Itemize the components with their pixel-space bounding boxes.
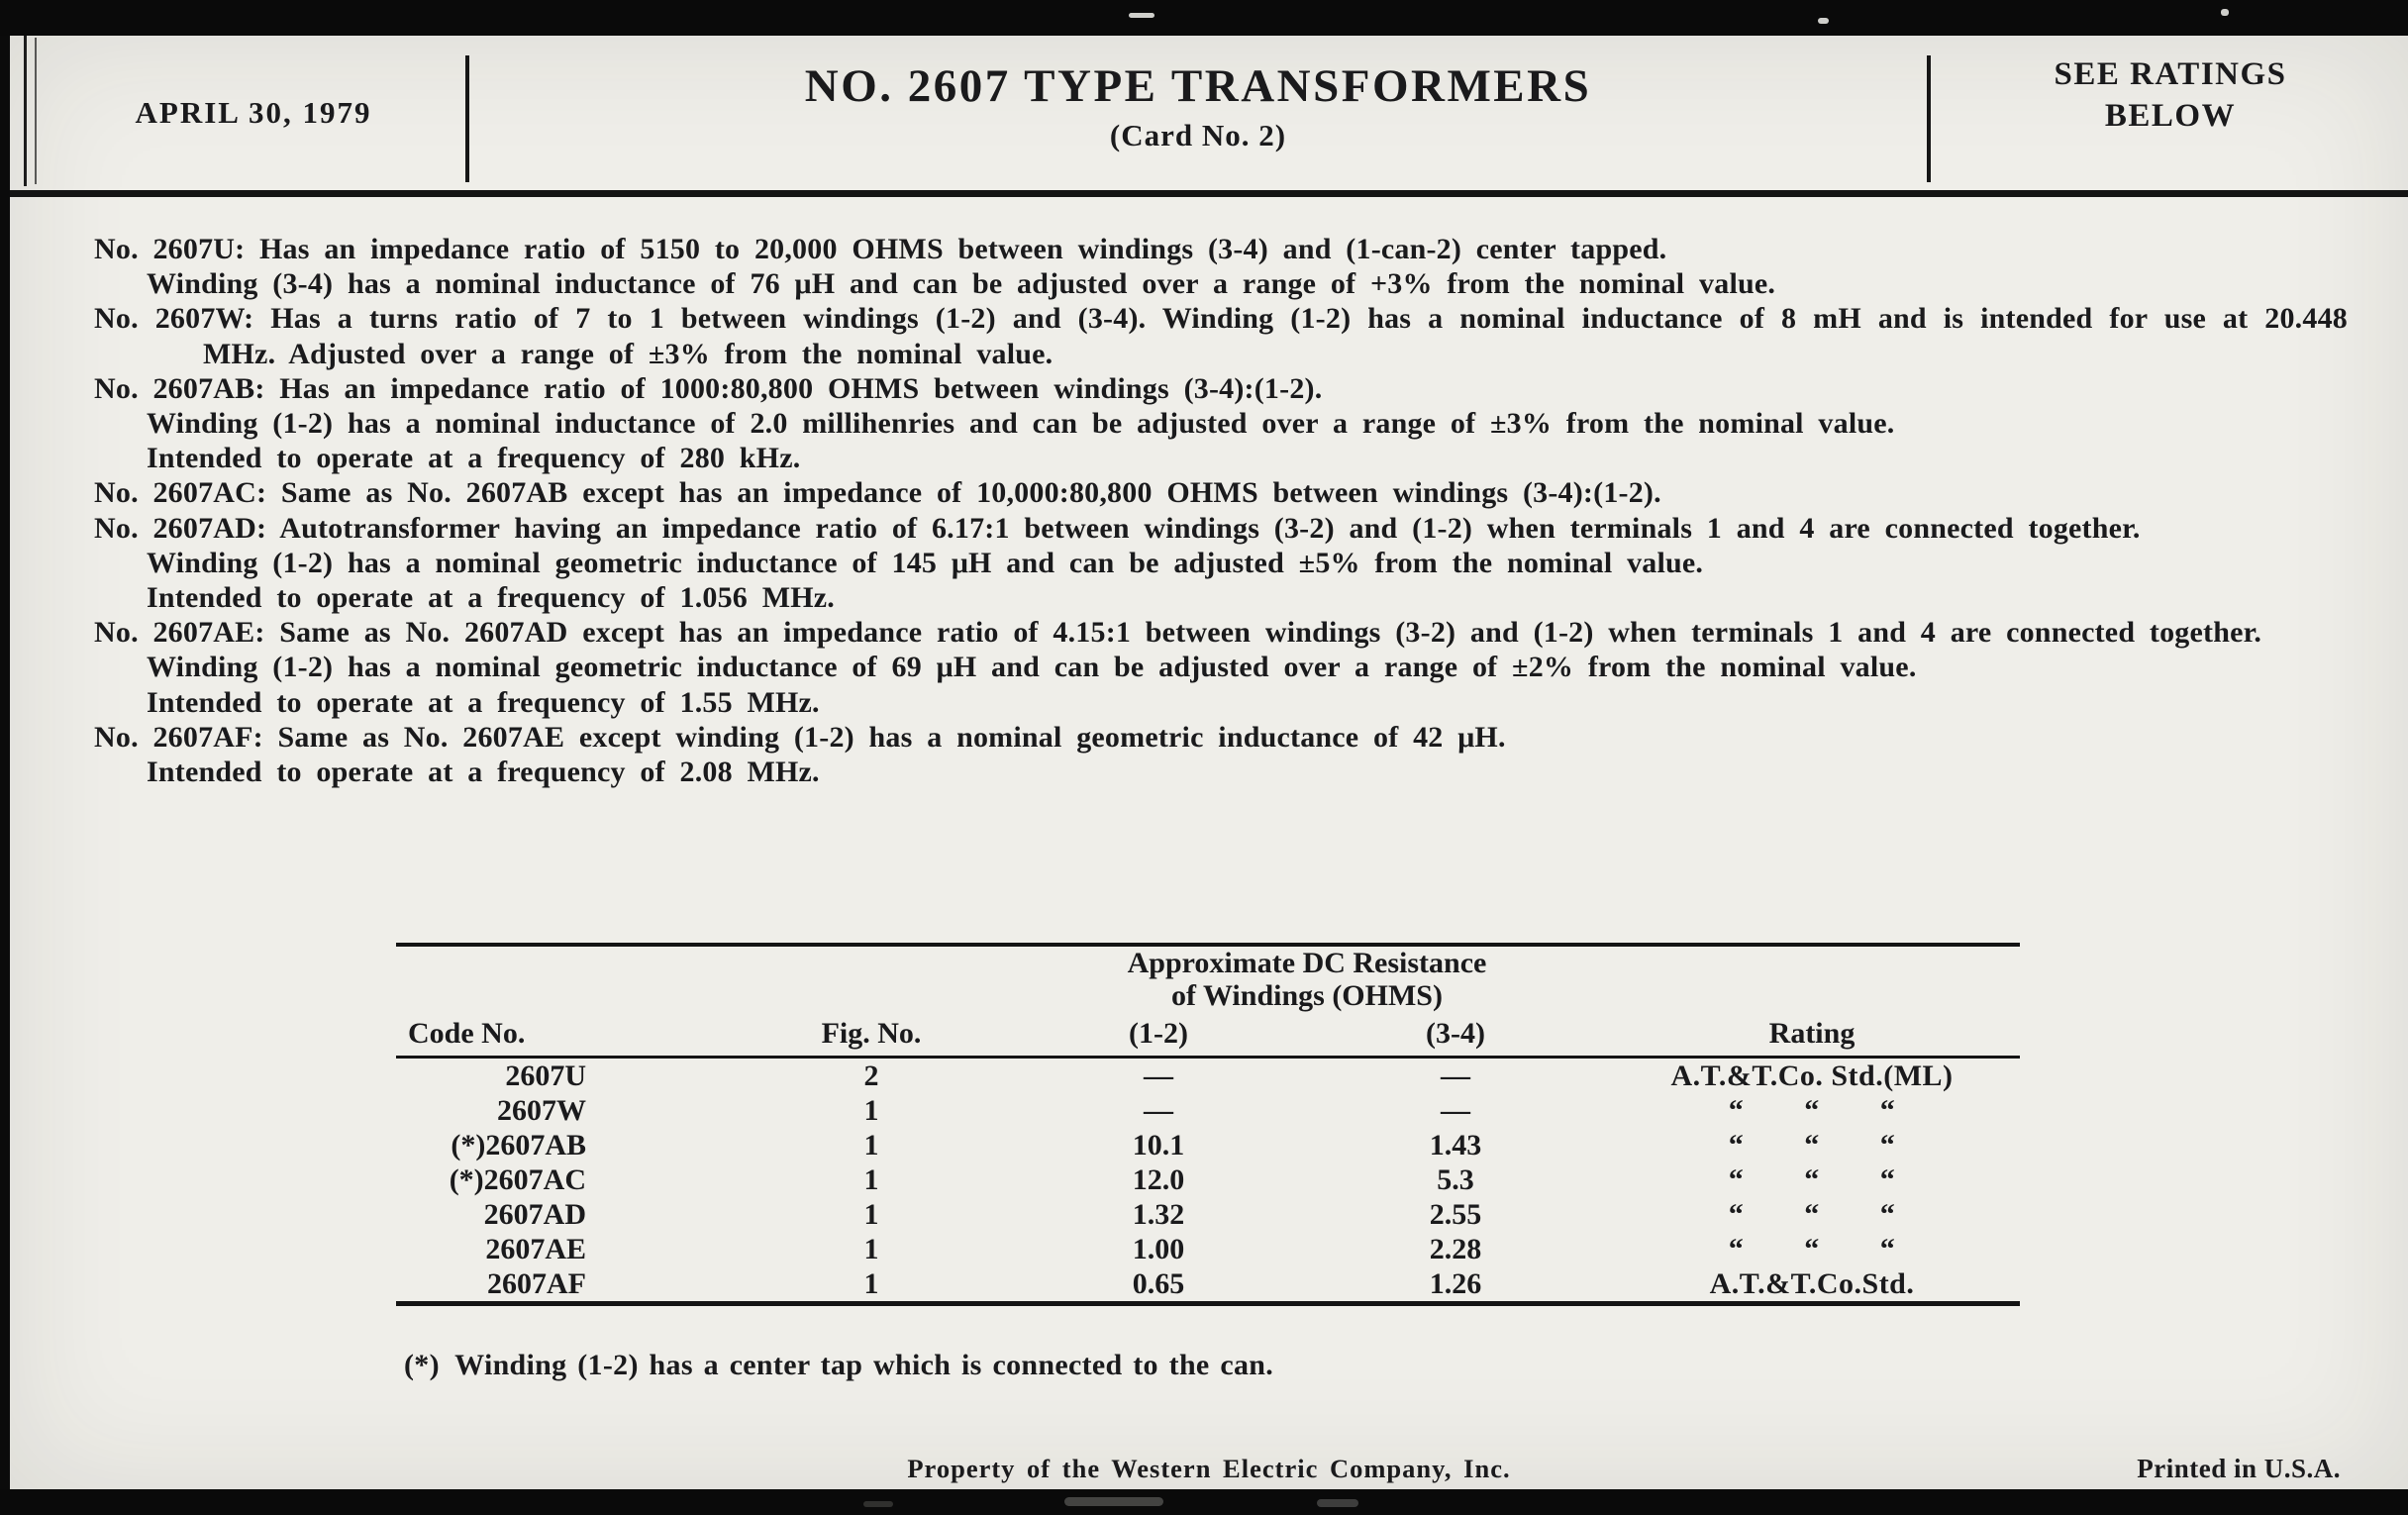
spec-paragraph: No. 2607W: Has a turns ratio of 7 to 1 between windings (1-2) and (3-4). Winding (1-2) has a nominal inductance of 8 mH and is intended for use at 20.448 MHz. Adjusted over a range of ±3% from the nominal value. xyxy=(94,302,2348,370)
w12-cell: 10.1 xyxy=(1132,1129,1185,1162)
spec-paragraph: No. 2607AE: Same as No. 2607AD except has an impedance ratio of 4.15:1 between windings (3-2) and (1-2) when terminals 1 and 4 are connected together. xyxy=(94,616,2262,650)
scan-artifact xyxy=(1064,1497,1163,1506)
w12-cell: 1.00 xyxy=(1132,1233,1185,1265)
code-cell: (*)2607AC xyxy=(449,1163,586,1196)
w34-cell: — xyxy=(1441,1094,1470,1127)
spec-paragraph: No. 2607AC: Same as No. 2607AB except has an impedance of 10,000:80,800 OHMS between windings (3-4):(1-2). xyxy=(94,476,1661,510)
empty-cell xyxy=(733,945,1010,1012)
issue-date: APRIL 30, 1979 xyxy=(135,95,372,130)
col-header-fig: Fig. No. xyxy=(733,1012,1010,1058)
spec-paragraph: No. 2607AF: Same as No. 2607AE except winding (1-2) has a nominal geometric inductance of 42 μH. xyxy=(94,720,1506,754)
scan-artifact xyxy=(863,1501,893,1507)
w12-cell: 0.65 xyxy=(1132,1267,1185,1300)
rating-cell: “ “ “ xyxy=(1728,1198,1896,1231)
dc-resistance-span-header xyxy=(1010,945,1604,1012)
fig-cell: 1 xyxy=(863,1163,879,1196)
code-cell: 2607AD xyxy=(483,1198,586,1231)
col-header-rating: Rating xyxy=(1604,1012,2020,1058)
header-divider xyxy=(1927,55,1931,182)
printed-note: Printed in U.S.A. xyxy=(2137,1454,2341,1483)
spec-paragraph: No. 2607AD: Autotransformer having an impedance ratio of 6.17:1 between windings (3-2) and (1-2) when terminals 1 and 4 are connected together. xyxy=(94,511,2141,545)
col-header-code: Code No. xyxy=(396,1012,733,1058)
span-header-line2: of Windings (OHMS) xyxy=(1171,979,1443,1012)
w34-cell: 2.28 xyxy=(1429,1233,1482,1265)
empty-cell xyxy=(396,945,733,1012)
w12-cell: — xyxy=(1144,1060,1173,1092)
rating-cell: “ “ “ xyxy=(1728,1094,1896,1127)
header-rule xyxy=(10,190,2408,197)
w12-cell: — xyxy=(1144,1094,1173,1127)
empty-cell xyxy=(1604,945,2020,1012)
rating-cell: “ “ “ xyxy=(1728,1129,1896,1162)
spec-paragraph: Winding (1-2) has a nominal geometric inductance of 145 μH and can be adjusted ±5% from the nominal value. xyxy=(147,546,1704,579)
w34-cell: 1.43 xyxy=(1429,1129,1482,1162)
card-header xyxy=(10,36,2408,197)
scan-artifact xyxy=(1317,1499,1358,1507)
scan-top-bar xyxy=(0,0,2408,36)
fig-cell: 1 xyxy=(863,1233,879,1265)
rating-cell: A.T.&T.Co. Std.(ML) xyxy=(1670,1060,1954,1092)
fig-cell: 1 xyxy=(863,1094,879,1127)
w12-cell: 1.32 xyxy=(1132,1198,1185,1231)
table-row xyxy=(396,1232,2020,1266)
property-note: Property of the Western Electric Company, Inc. xyxy=(907,1454,1511,1483)
table-column-header-row xyxy=(396,1012,2020,1058)
spec-paragraph: Intended to operate at a frequency of 280 kHz. xyxy=(147,442,801,475)
table-row xyxy=(396,1058,2020,1094)
dc-resistance-table xyxy=(396,943,2020,1306)
scan-artifact xyxy=(2221,9,2229,16)
dc-resistance-section xyxy=(396,943,2020,1306)
code-cell: 2607AE xyxy=(485,1233,586,1265)
table-row xyxy=(396,1266,2020,1304)
table-span-header-row xyxy=(396,945,2020,1012)
fig-cell: 1 xyxy=(863,1267,879,1300)
rating-cell: “ “ “ xyxy=(1728,1233,1896,1265)
spec-paragraph: Intended to operate at a frequency of 1.55 MHz. xyxy=(147,685,820,719)
table-row xyxy=(396,1128,2020,1162)
table-row xyxy=(396,1197,2020,1232)
code-cell: 2607W xyxy=(497,1094,586,1127)
ratings-note xyxy=(1933,36,2408,137)
w34-cell: 2.55 xyxy=(1429,1198,1482,1231)
col-header-w34: (3-4) xyxy=(1307,1012,1604,1058)
code-cell: (*)2607AB xyxy=(451,1129,586,1162)
page-title: NO. 2607 TYPE TRANSFORMERS xyxy=(804,60,1592,112)
rating-cell: “ “ “ xyxy=(1728,1163,1896,1196)
scan-artifact xyxy=(1129,13,1154,18)
spec-paragraph: Winding (1-2) has a nominal geometric inductance of 69 μH and can be adjusted over a range of ±2% from the nominal value. xyxy=(147,651,1917,684)
spec-paragraph: Winding (3-4) has a nominal inductance of 76 μH and can be adjusted over a range of +3% from the nominal value. xyxy=(147,267,1776,301)
fig-cell: 1 xyxy=(863,1129,879,1162)
spec-paragraph: No. 2607AB: Has an impedance ratio of 1000:80,800 OHMS between windings (3-4):(1-2). xyxy=(94,371,1323,405)
scan-bottom-bar xyxy=(0,1489,2408,1515)
code-cell: 2607U xyxy=(505,1060,586,1092)
table-row xyxy=(396,1093,2020,1128)
page-footer xyxy=(10,1454,2408,1493)
col-header-w12: (1-2) xyxy=(1010,1012,1307,1058)
card-subtitle: (Card No. 2) xyxy=(1109,118,1287,152)
w34-cell: 5.3 xyxy=(1437,1163,1474,1196)
ratings-note-line2: BELOW xyxy=(2104,98,2237,134)
ratings-note-line1: SEE RATINGS xyxy=(2054,56,2287,92)
spec-paragraph: Intended to operate at a frequency of 1.056 MHz. xyxy=(147,581,835,615)
w34-cell: — xyxy=(1441,1060,1470,1092)
header-title-block xyxy=(471,36,1925,153)
scan-artifact xyxy=(1818,18,1829,24)
spec-paragraph: No. 2607U: Has an impedance ratio of 5150 to 20,000 OHMS between windings (3-4) and (1-can-2) center tapped. xyxy=(94,233,1667,265)
code-cell: 2607AF xyxy=(487,1267,586,1300)
fig-cell: 2 xyxy=(863,1060,879,1092)
spec-paragraph: Intended to operate at a frequency of 2.08 MHz. xyxy=(147,756,820,789)
table-footnote: (*) Winding (1-2) has a center tap which is connected to the can. xyxy=(404,1349,1274,1381)
header-divider xyxy=(465,55,469,182)
rating-cell: A.T.&T.Co.Std. xyxy=(1709,1267,1915,1300)
w34-cell: 1.26 xyxy=(1429,1267,1482,1300)
spec-paragraph: Winding (1-2) has a nominal inductance of 2.0 millihenries and can be adjusted over a range of ±3% from the nominal value. xyxy=(147,407,1895,441)
table-row xyxy=(396,1162,2020,1197)
span-header-line1: Approximate DC Resistance xyxy=(1127,947,1487,979)
w12-cell: 12.0 xyxy=(1132,1163,1185,1196)
document-page xyxy=(10,36,2408,1489)
fig-cell: 1 xyxy=(863,1198,879,1231)
spec-text-block xyxy=(94,232,2348,789)
